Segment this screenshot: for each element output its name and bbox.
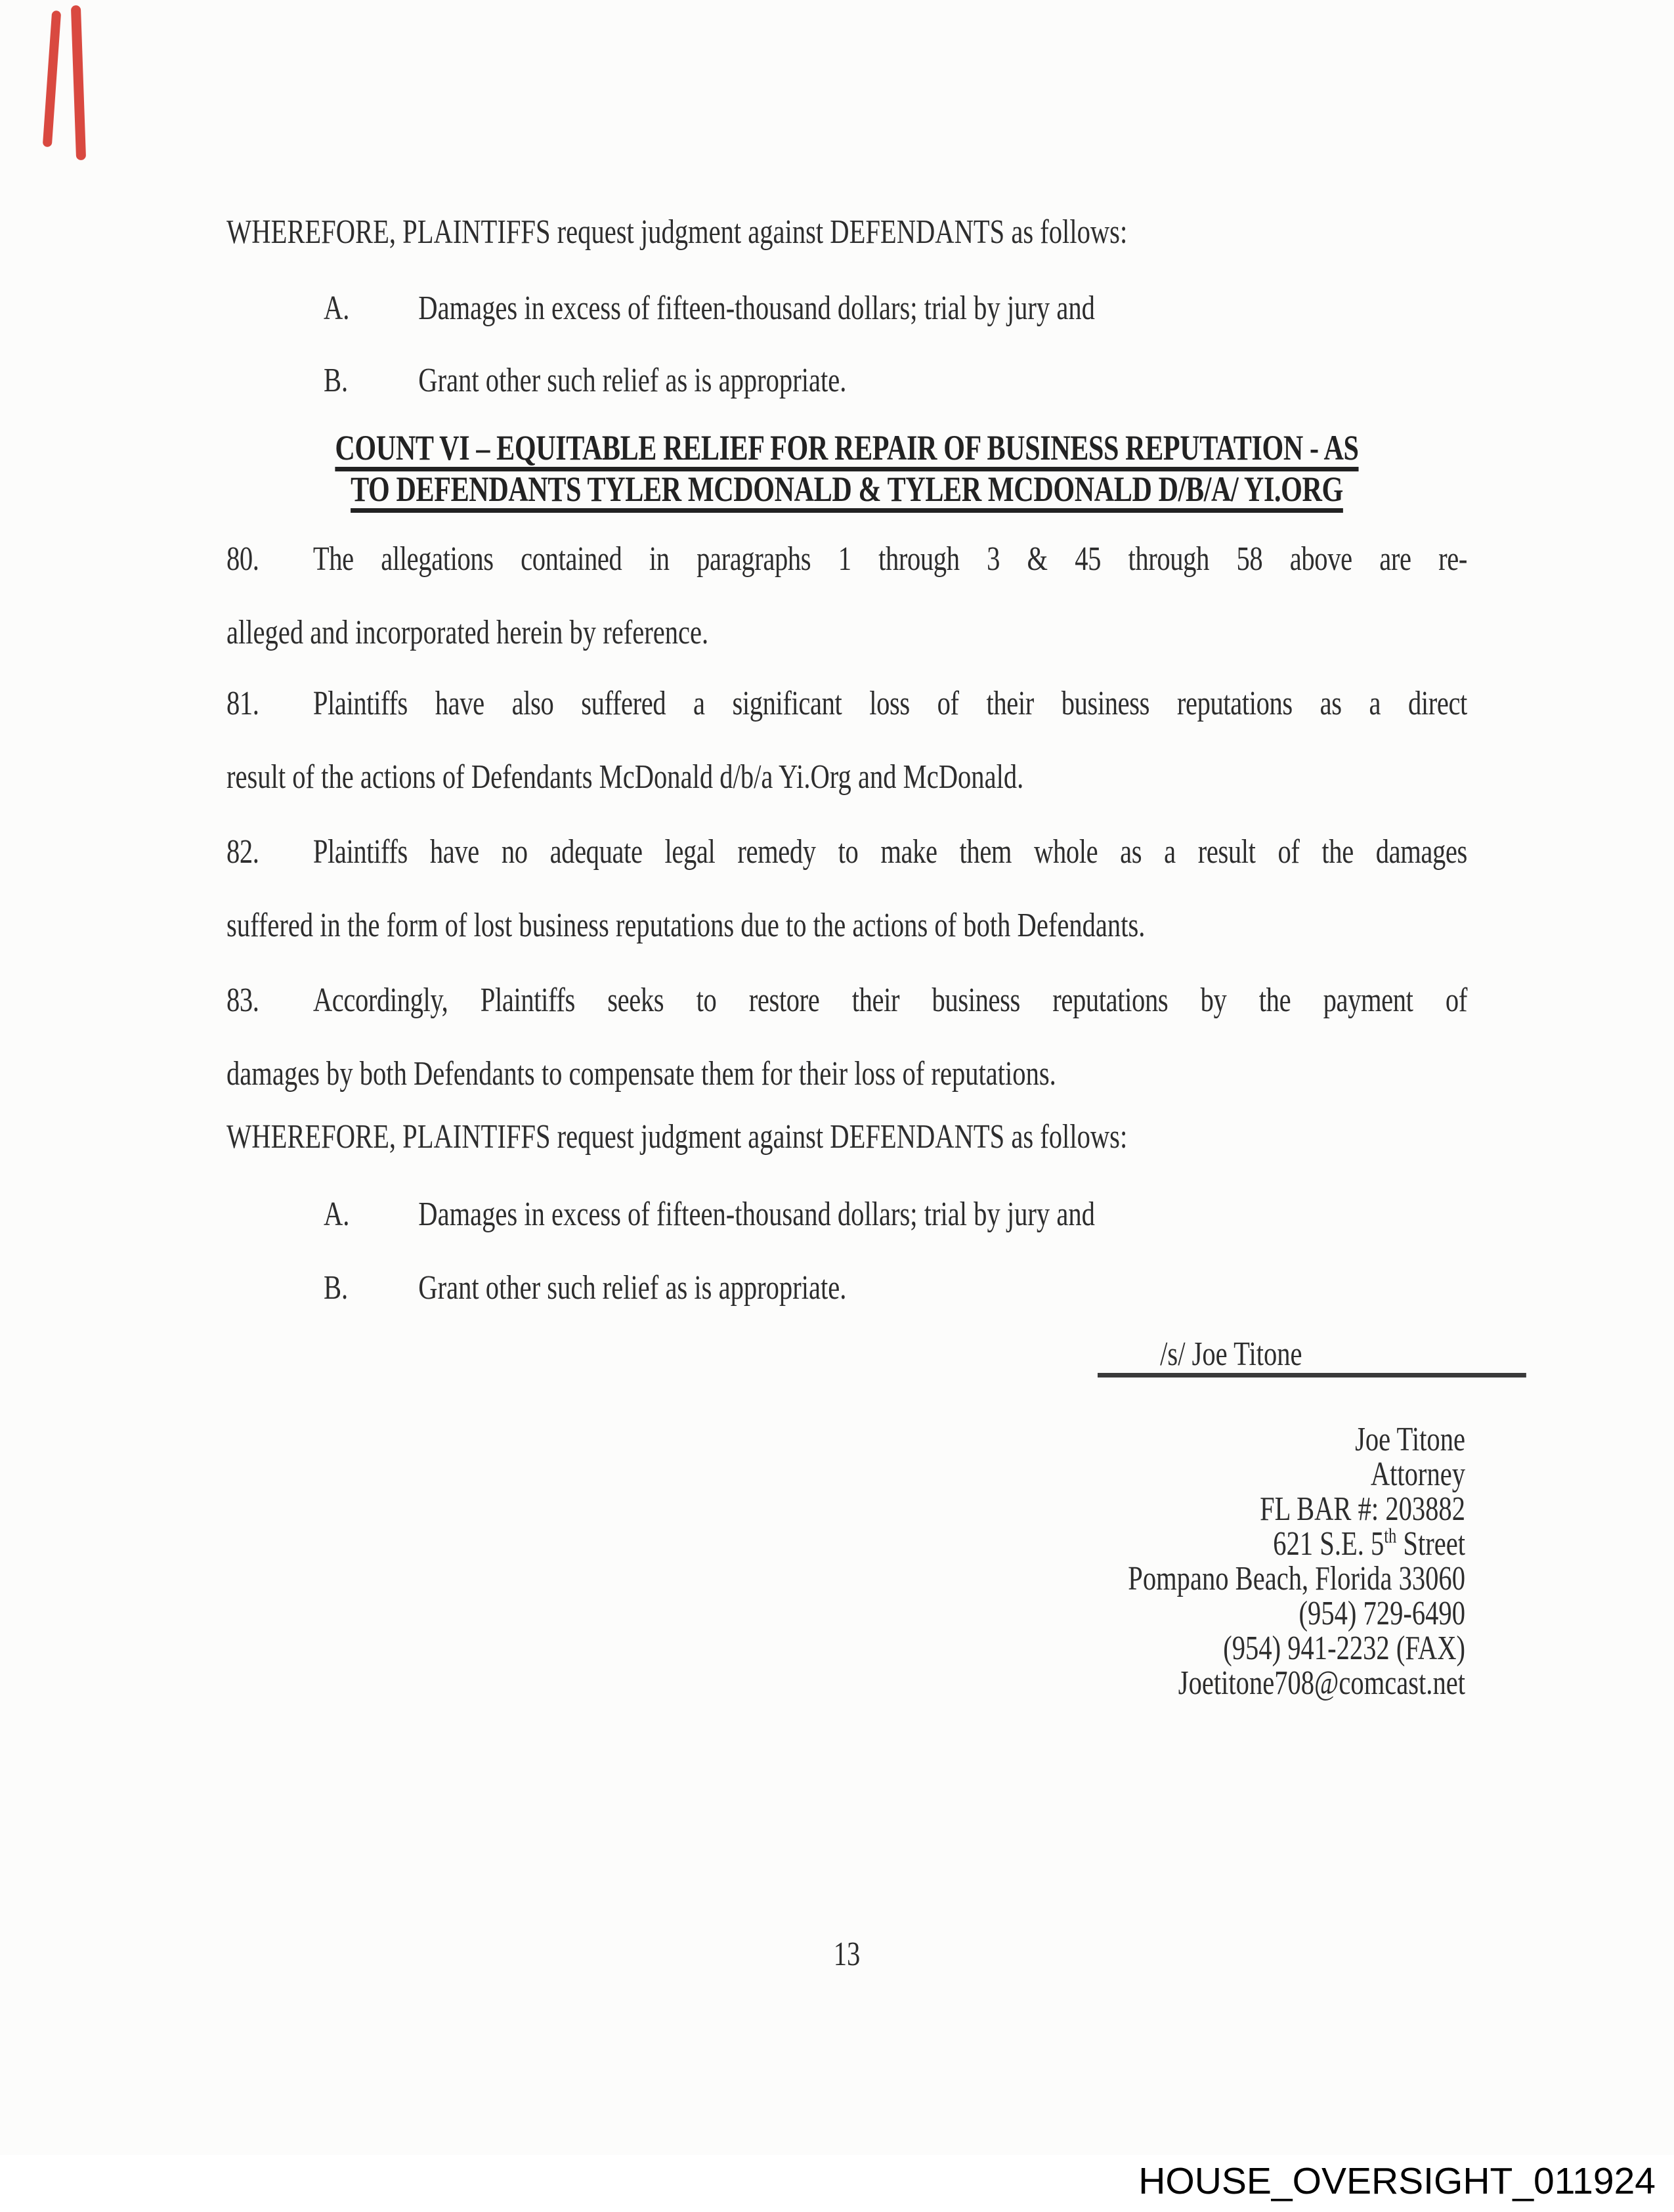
paragraph-number: 83. [226, 982, 259, 1019]
paragraph-text: Plaintiffs have no adequate legal remedy to make them whole as a result of the damages [312, 833, 1467, 871]
item-text: Grant other such relief as is appropriate. [418, 1269, 847, 1307]
page-number: 13 [833, 1936, 861, 1973]
wherefore-clause-1: WHEREFORE, PLAINTIFFS request judgment against DEFENDANTS as follows: [226, 213, 1128, 251]
relief-item-b-1 [324, 364, 846, 398]
item-letter: B. [324, 362, 349, 399]
item-letter: B. [324, 1269, 349, 1307]
signature-line [1098, 1337, 1526, 1377]
attorney-block [748, 1422, 1465, 1701]
paragraph-text: The allegations contained in paragraphs 1 through 3 & 45 through 58 above are re- [312, 540, 1467, 578]
attorney-fax: (954) 941-2232 (FAX) [1223, 1630, 1465, 1667]
paragraph-text: Plaintiffs have also suffered a significant loss of their business reputations as a direct [312, 685, 1467, 722]
relief-item-a-1 [324, 292, 1095, 326]
attorney-city: Pompano Beach, Florida 33060 [1128, 1560, 1465, 1597]
item-letter: A. [324, 1196, 350, 1233]
count-vi-heading-line-2: TO DEFENDANTS TYLER MCDONALD & TYLER MCDONALD D/B/A/ YI.ORG [351, 469, 1343, 509]
red-pen-stroke-icon [71, 5, 86, 160]
paragraph-text: Accordingly, Plaintiffs seeks to restore their business reputations by the payment of [312, 982, 1467, 1019]
street-number: 621 S.E. 5 [1273, 1525, 1384, 1563]
paragraph-81-line-2: result of the actions of Defendants McDonald d/b/a Yi.Org and McDonald. [226, 758, 1024, 796]
paragraph-82-line-1 [226, 835, 1467, 869]
attorney-email: Joetitone708@comcast.net [1178, 1664, 1465, 1702]
paragraph-80-line-2: alleged and incorporated herein by reference. [226, 614, 709, 651]
paragraph-81-line-1 [226, 687, 1467, 721]
paragraph-83-line-1 [226, 984, 1467, 1018]
wherefore-clause-2: WHEREFORE, PLAINTIFFS request judgment against DEFENDANTS as follows: [226, 1118, 1128, 1156]
item-text: Damages in excess of fifteen-thousand dollars; trial by jury and [418, 1196, 1095, 1233]
red-pen-stroke-icon [43, 11, 61, 147]
signature-text: /s/ Joe Titone [1160, 1335, 1302, 1373]
bates-stamp: HOUSE_OVERSIGHT_011924 [1138, 2160, 1656, 2202]
paragraph-number: 81. [226, 685, 259, 722]
paragraph-number: 80. [226, 540, 259, 578]
attorney-title: Attorney [1370, 1456, 1465, 1493]
attorney-phone: (954) 729-6490 [1298, 1595, 1465, 1632]
count-vi-heading-line-1: COUNT VI – EQUITABLE RELIEF FOR REPAIR OF BUSINESS REPUTATION - AS [335, 428, 1359, 467]
street-ordinal-suffix: th [1384, 1524, 1397, 1548]
attorney-bar-number: FL BAR #: 203882 [1260, 1490, 1465, 1528]
attorney-street [748, 1524, 1465, 1563]
paragraph-number: 82. [226, 833, 259, 871]
attorney-name: Joe Titone [1355, 1421, 1465, 1458]
paragraph-83-line-2: damages by both Defendants to compensate them for their loss of reputations. [226, 1055, 1056, 1093]
item-text: Grant other such relief as is appropriate. [418, 362, 847, 399]
relief-item-b-2 [324, 1271, 846, 1305]
paragraph-80-line-1 [226, 542, 1467, 576]
street-name: Street [1396, 1525, 1465, 1563]
item-text: Damages in excess of fifteen-thousand dollars; trial by jury and [418, 290, 1095, 327]
paragraph-82-line-2: suffered in the form of lost business reputations due to the actions of both Defendants. [226, 907, 1146, 944]
item-letter: A. [324, 290, 350, 327]
relief-item-a-2 [324, 1198, 1095, 1232]
